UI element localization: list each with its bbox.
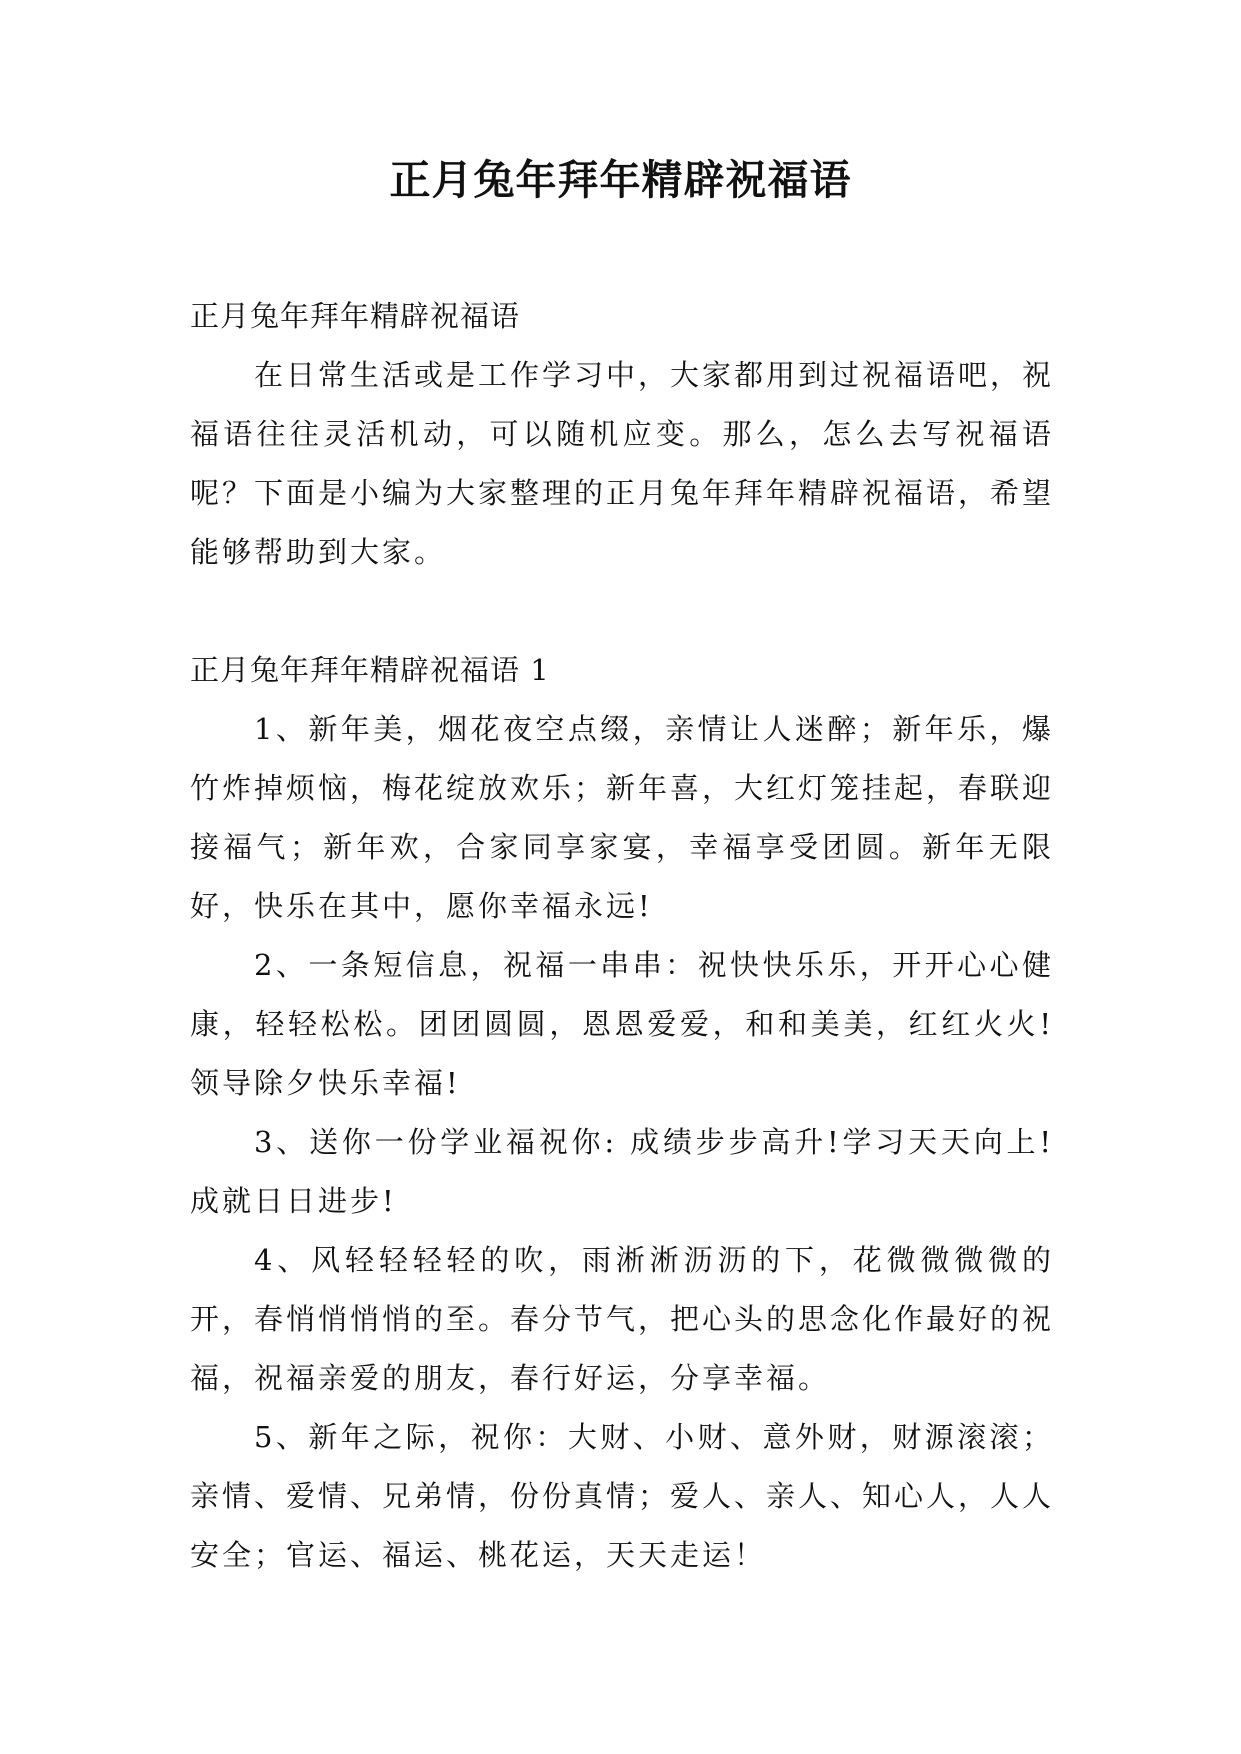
paragraph-spacer [190, 582, 1054, 641]
document-body [190, 287, 1054, 1585]
blessing-item: 4、风轻轻轻轻的吹，雨淅淅沥沥的下，花微微微微的开，春悄悄悄悄的至。春分节气，把心头的思念化作最好的祝福，祝福亲爱的朋友，春行好运，分享幸福。 [190, 1243, 1055, 1395]
blessing-item: 5、新年之际，祝你：大财、小财、意外财，财源滚滚；亲情、爱情、兄弟情，份份真情；爱人、亲人、知心人，人人安全；官运、福运、桃花运，天天走运！ [190, 1420, 1055, 1572]
blessing-item: 2、一条短信息，祝福一串串：祝快快乐乐，开开心心健康，轻轻松松。团团圆圆，恩恩爱爱，和和美美，红红火火!领导除夕快乐幸福! [190, 948, 1054, 1100]
document-subtitle: 正月兔年拜年精辟祝福语 [190, 299, 521, 333]
blessing-item: 1、新年美，烟花夜空点缀，亲情让人迷醉；新年乐，爆竹炸掉烦恼，梅花绽放欢乐；新年喜，大红灯笼挂起，春联迎接福气；新年欢，合家同享家宴，幸福享受团圆。新年无限好，快乐在其中，愿你幸福永远! [190, 712, 1055, 923]
blessing-item: 3、送你一份学业福祝你: 成绩步步高升!学习天天向上!成就日日进步! [190, 1125, 1054, 1218]
document-title: 正月兔年拜年精辟祝福语 [389, 156, 852, 204]
intro-paragraph: 在日常生活或是工作学习中，大家都用到过祝福语吧，祝福语往往灵活机动，可以随机应变。那么，怎么去写祝福语呢？下面是小编为大家整理的正月兔年拜年精辟祝福语，希望能够帮助到大家。 [190, 358, 1055, 569]
section-heading: 正月兔年拜年精辟祝福语 1 [190, 653, 550, 687]
